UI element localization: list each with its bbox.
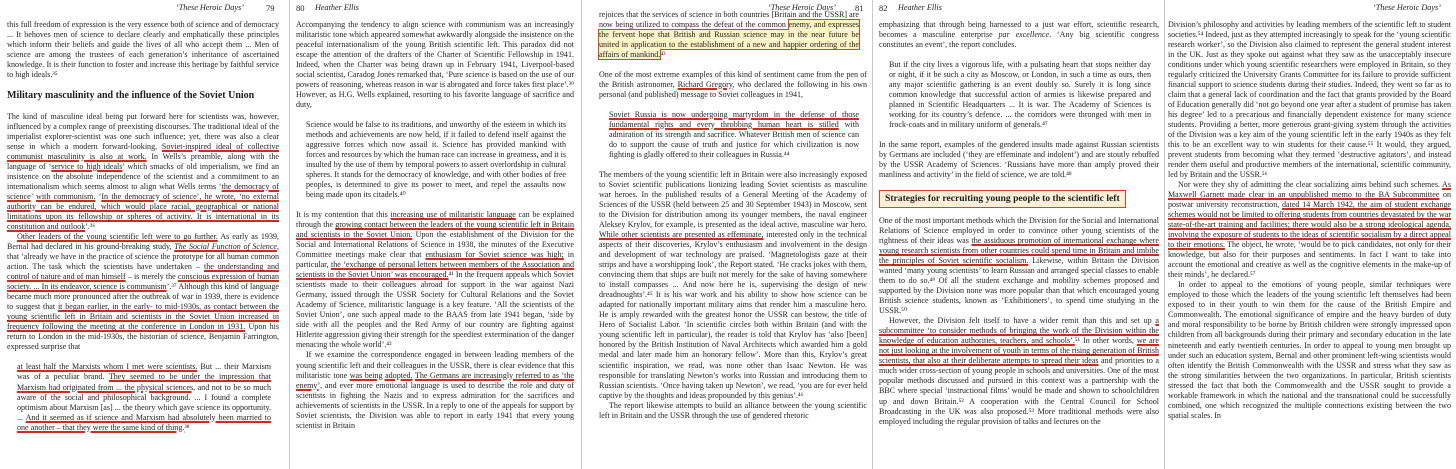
page-number: 79 [266, 3, 275, 13]
paragraph: One of the most extreme examples of this kind of sentiment came from the pen of the British astronomer, Richard Gregory, who declared the following in his own personal (and published) message to Soviet colleagues in 1941, [599, 70, 867, 100]
page-number: 82 [879, 3, 888, 13]
page-83 [1165, 0, 1456, 469]
block-quote: Soviet Russia is now undergoing martyrdom in the defense of those fundamental rights and every throbbing human heart is stilled with admiration of its strength and sacrifice. Whatever British men of science can do to support the cause of truth and justice for which civilization is now fighting is gladly offered to their colleagues in Russia.⁴⁴ [609, 110, 859, 160]
paragraph: Accompanying the tendency to align science with communism was an increasingly militaristic tone which appeared somewhat awkwardly alongside the insistence on the peaceful internationalism of the young British scientific left. This paradox did not escape the attention of the drafters of the Charter of Scientific Fellowship in 1941. Indeed, when the Charter was being drawn up in February 1941, Liverpool-based social scientist, Caradog Jones remarked that, ‘Pure science is based on the use of our powers of reasoning, whereas reason in war is abrogated and force takes first place’.³⁹ However, as H.G. Wells explained, resorting to his favorite language of sacrifice and duty, [296, 20, 574, 110]
paragraph: emphasizing that through being harnessed to a just war effort, scientific research, becomes a masculine enterprise par excellence. ‘Any big scientific congress constitutes an event’, the report concludes. [879, 20, 1160, 50]
paragraph: Other leaders of the young scientific left were to go further. As early as 1939, Bernal had declared in his ground-breaking study, The Social Function of Science, that ‘already we have in the practice of science the prototype for all human common action. The task which the scientists have undertaken – the understanding and control of nature and of man himself – is merely the conscious expression of human society. ... In its endeavor, science is communism’.³⁷ Although this kind of language became much more pronounced after the outbreak of war in 1939, there is evidence to suggest that it began earlier, in the early- to mid-1930s, as contact between the young scientific left in Britain and scientists in the Soviet Union increased in frequency following the meeting at the conference in London in 1931. Upon his return to London in the mid-1930s, the historian of science, Benjamin Farrington, expressed surprise that [7, 232, 280, 352]
page-82 [873, 0, 1164, 469]
page-number: 81 [855, 3, 864, 13]
block-quote: at least half the Marxists whom I met were scientists. But ... their Marxism was of a peculiar brand. They seemed to be under the impression that Marxism had originated from ... the physical sciences, and not to be so much aware of the social and philosophical background. ... I found a complete optimism about Marxism [as] ... the theory which gave science its opportunity. ... And it seemed as if science and Marxism had absolutely been married to one another – that they were the same kind of thing.³⁸ [17, 362, 272, 432]
paragraph: The kind of masculine ideal being put forward here for scientists was, however, influenced by a complex range of preexisting discourses. The traditional ideal of the imperialist explorer-scientist was one such influence; yet, there was also a clear sense in which a modern forward-looking, Soviet-inspired ideal of collective communist masculinity is also at work. In Wells’s preamble, along with the language of ‘service to high ideals’ which smacks of old imperialism, we find an insistence on the absolute independence of the scientist and a commitment to an internationalism which seems almost to align what Wells terms ‘the democracy of science’ with communism. ‘In the democracy of science’, he wrote, ‘no external authority can be endured, which would place racial, geographical or national limitations upon its fellowship or spheres of activity. It is international in its constitution and outlook’.³⁶ [7, 112, 280, 232]
paragraph: It is my contention that this increasing use of militaristic language can be explained through the growing contact between the leaders of the young scientific left in Britain and scientists in the Soviet Union. Upon the establishment of the Division for the Social and International Relations of Science in 1938, the minutes of the Executive Committee meetings make clear that enthusiasm for Soviet science was high; in particular, the ‘exchange of personal letters between members of the Association and scientists in the Soviet Union’ was encouraged.⁴¹ In the frequent appeals which Soviet scientists made to their colleagues abroad for support in the war against Nazi Germany, issued through the USSR Society for Cultural Relations and the Soviet Academy of Science, militaristic language is a key feature. ‘All the scientists of the Soviet Union’, one such appeal made to the BAAS from late 1941 began, ‘side by side with all the peoples and the Red Army of our country are fighting against Hitlerite aggression giving their strength for the speediest extermination of the danger menacing the whole world’.⁴² [296, 210, 575, 350]
highlighted-heading: Strategies for recruiting young people to the scientific left [879, 190, 1126, 208]
page-body [7, 20, 279, 433]
page-body [1168, 20, 1451, 421]
running-head: ‘These Heroic Days’ [768, 3, 836, 12]
paragraph: The report likewise attempts to build an alliance between the young scientific left in Britain and the USSR through the use of gendered rhetoric [599, 400, 867, 420]
paragraph: If we examine the correspondence engaged in between leading members of the young scientific left and their colleagues in the USSR, there is clear evidence that this militaristic tone was being adopted. The Germans are increasingly referred to as ‘the enemy’, and ever more emotional language is used to describe the role and duty of scientists in fighting the Nazis and to express admiration for the sacrifices and achievements of scientists in the USSR. In a reply to one of the appeals for support by Soviet scientists, the Division was able to report in early 1941 that every young scientist in Britain [296, 350, 574, 430]
running-head: Heather Ellis [898, 3, 942, 12]
page-79 [0, 0, 289, 469]
page-80 [290, 0, 581, 469]
paragraph: this full freedom of expression is the very essence both of science and of democracy ... It behoves men of science to declare clearly and emphatically these principles which inform their beliefs and guide the lives of all who accept them ... Men of science are among the trustees of each generation’s inheritance of ascertained knowledge. It is their function to foster and increase this heritage by faithful service to high ideals.³⁵ [7, 20, 279, 80]
paragraph: One of the most important methods which the Division for the Social and International Relations of Science employed in order to convince other young scientists of the rightness of their ideas was the assiduous promotion of international exchange where young research scientists from other countries could spend time in Britain and imbibe the principles of Soviet scientific socialism. Likewise, within Britain the Division wanted ‘many young scientists’ to learn Russian and arranged special classes to enable them to do so.⁴⁹ Of all the student exchange and mobility schemes proposed and supported by the Division none was more popular than that which encouraged young British science students, known as ‘Exhibitioners’, to spend time studying in the USSR.⁵⁰ [879, 216, 1159, 316]
section-heading [879, 190, 1159, 208]
running-head: ‘These Heroic Days’ [1373, 3, 1441, 12]
block-quote: Science would be false to its traditions, and unworthy of the esteem in which its methods and achievements are now held, if it failed to defend itself against the aggressive forces which now assail it. Science has provided mankind with forces and resources by which the human race can increase in greatness, and it is insulted by the use of them by temporal powers to assert overlordship in cultural spheres. It stands for the democracy of knowledge, and with other bodies of free peoples, is determined to give its power to meet, and repel the assaults now being made upon its citadels.⁴⁰ [306, 120, 566, 200]
block-quote: But if the city lives a vigorous life, with a pulsating heart that stops neither day or night, if it be such a city as Moscow, or London, in such a time as ours, then any major scientific gathering is an event doubly so. Surely it is long since common knowledge that successful action of armies is likewise prepared and planned in Scientific Headquarters ... It is war. The Academy of Sciences is working for its country’s defence. ... the corridors were thronged with men in frock-coats and in military uniform of generals.⁴⁷ [889, 60, 1151, 130]
running-head: ‘These Heroic Days’ [176, 3, 244, 12]
section-heading: Military masculinity and the influence of the Soviet Union [7, 90, 255, 102]
paragraph: However, the Division felt itself to have a wider remit than this and set up a subcommittee ‘to consider methods of bringing the work of the Division within the knowledge of education authorities, teachers, and schools’.⁵¹ In other words, we are not just looking at the involvement of youth in terms of the rising generation of British scientists, that also at their deliberate attempts to spread their ideas and priorities to a much wider cross-section of young people in schools and universities. One of the most popular methods discussed and pursued in this context was a partnership with the BBC where special ‘instructional films’ would be made and shown to schoolchildren up and down Britain.⁵² A cooperation with the Central Council for School Broadcasting in the UK was also proposed.⁵³ More traditional methods were also employed including the regular provision of talks and lectures on the [879, 316, 1159, 426]
running-head: Heather Ellis [315, 3, 359, 12]
paragraph: The members of the young scientific left in Britain were also increasingly exposed to Soviet scientific publications lionizing leading Soviet scientists as masculine war heroes. In the published results of a General Meeting of the Academy of Sciences of the USSR (held between 25 and 30 September 1943) in Moscow, sent to the Division for distribution among its younger members, the naval engineer Aleksey Krylov, for example, is presented as the ideal active, masculine war hero. While other scientists are presented as effeminate, interested only in the technical aspects of their discoveries, Krylov’s enthusiasm and involvement in the design and development of war technology are praised. ‘Magnetologists gaze at their strips and have a worshipping look’, the Report stated. ‘He cracks jokes with them, convincing them that ships are built not merely for the sake of having somewhere to install compasses ... And now here he is, supervising the design of new dreadnoughts’.⁴⁵ It is his war work and his ability to show how science can be adapted for nationally important military aims that render him a masculine hero. He is amply rewarded with the greatest honor the USSR can bestow, the title of Hero of Socialist Labor. ‘In scientific circles both within Britain (and with the young scientific left in particular), the reader is told that Krylov has ‘also [been] honored by the British Institution of Naval Architects which awarded him a gold medal and later made him an honorary fellow’. More than this, Krylov’s great scientific inspiration, we read, was none other than Isaac Newton. He was responsible for translating Newton’s works into Russian and introducing them to Russian scientists. ‘Once having taken up Newton’, we read, ‘you are for ever held captive by the thoughts and ideas propounded by this genius’.⁴⁶ [599, 170, 867, 400]
block-quote: rejoices that the services of science in both countries [Britain and the USSR] are now being utilized to compass the defeat of the common enemy, and expresses the fervent hope that British and Russian science may in the near future be united in application to the establishment of a new and happier ordering of the affairs of mankind.⁴³ [599, 10, 859, 60]
page-body [599, 10, 867, 421]
page-body [879, 20, 1159, 427]
page-81 [582, 0, 872, 469]
paragraph: In order to appeal to the emotions of young people, similar techniques were employed to those which the leaders of the young scientific left themselves had been exposed to in their youth to win them for the cause of the British Empire and Commonwealth. The emotional significance of empire and the heavy burden of duty and moral responsibility to be borne by British children were strongly impressed upon children from all backgrounds during their primary and secondary education in the late nineteenth and early twentieth centuries. In order to appeal to young men brought up under such an education system, Bernal and other prominent left-wing scientists would often identify the British Commonwealth with the USSR and stress what they saw as the strong similarities between the two organizations. In particular, British scientists stressed the fact that both the Commonwealth and the USSR sought to provide a workable framework in which the national and the transnational could be successfully combined, one which recognized the multiple connections existing between the two spatial scales. In [1168, 280, 1451, 420]
paragraph: In the same report, examples of the gendered insults made against Russian scientists by Germans are included (‘they are effeminate and indolent’) and are stoutly rebuffed by the USSR Academy of Sciences. ‘Russians have more than amply proved their manliness and activity’ in the field of science, we are told.⁴⁸ [879, 140, 1159, 180]
page-body [296, 20, 574, 431]
page-number: 80 [296, 3, 305, 13]
paragraph: Nor were they shy of admitting the clear socializing aims behind such schemes. As Maxwell Garnett made clear in an unpublished memo to the BA Subcommittee on postwar university reconstruction, dated 14 March 1942, the aim of student exchange schemes would not be limited to offering students from countries devastated by the war state-of-the-art training and facilities; there would also be a strong ideological agenda, involving the exposure of students to the ideas of scientific socialism by a direct appeal to their emotions. The object, he wrote, ‘would be to pick candidates, not only for their knowledge, but also for their purposes and sentiments. In fact I want to take into account the emotional and creative as well as the cognitive elements in the make-up of their minds’, he declared.⁵⁷ [1168, 180, 1451, 280]
paragraph: Division’s philosophy and activities by leading members of the scientific left to student societies.⁵⁴ Indeed, just as they attempted increasingly to speak for the ‘young scientific research worker’, so the Division also claimed to represent the general student interest in the UK. Just as they spoke out against what they saw as the unacceptably insecure conditions under which young scientific researchers were employed in Britain, so they regularly criticized the University Grants Committee for its failure to provide sufficient financial support to science students during their studies. Indeed, they went so far as to claim that a general lack of coordination and the fact that grants provided by the Board of Education generally did ‘not go beyond one year after a student of promise has taken his degree’ led to a precarious and financially dependent existence for many science students. Providing a better, more generous grant-giving system through the activities of the Division was a key aim of the young scientific left in the early 1940s as they felt this to be an excellent way to win students for their cause.⁵⁵ It would, they argued, prevent students from becoming what they termed ‘destructive agitators’, and instead render them useful and productive members of the international, scientific community, led by Britain and the USSR.⁵⁶ [1168, 20, 1451, 180]
